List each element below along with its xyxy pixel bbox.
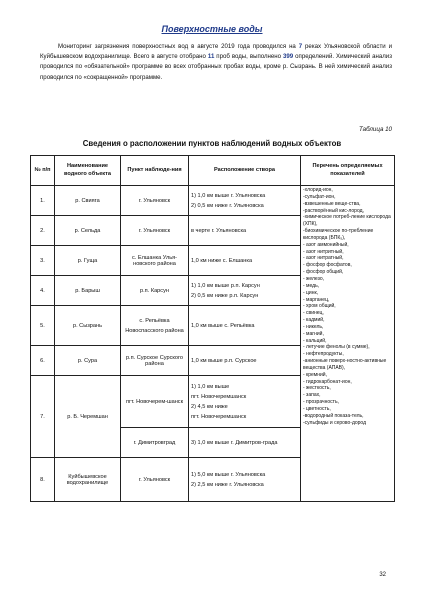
row-num: 6.	[31, 346, 55, 376]
row-point: г. Ульяновск	[121, 186, 189, 216]
observation-points-table	[30, 155, 395, 502]
intro-rivers-count: 7	[298, 43, 303, 50]
row-object: р. Сельда	[55, 216, 121, 246]
intro-paragraph	[40, 42, 392, 83]
table-label: Таблица 10	[358, 126, 392, 133]
row-location: 1,0 км выше с. Репьёвка	[189, 306, 301, 346]
row-object: р. Гуща	[55, 246, 121, 276]
row-point: с. Елшанка Улья-новского района	[121, 246, 189, 276]
row-point: г. Димитровград	[121, 428, 189, 458]
row-num: 8.	[31, 458, 55, 502]
row-object: р. Барыш	[55, 276, 121, 306]
row-location: 1,0 км выше р.п. Сурское	[189, 346, 301, 376]
page-number: 32	[379, 572, 386, 578]
row-point: р.п. Сурское Сурского района	[121, 346, 189, 376]
row-location: 3) 1,0 км выше г. Димитров-града	[189, 428, 301, 458]
row-object: р. Сура	[55, 346, 121, 376]
row-num: 4.	[31, 276, 55, 306]
table-title: Сведения о расположении пунктов наблюдений водных объектов	[82, 139, 342, 148]
row-point: г. Ульяновск	[121, 458, 189, 502]
row-object: р. Сызрань	[55, 306, 121, 346]
row-location: 1) 5,0 км выше г. Ульяновска 2) 2,5 км ниже г. Ульяновска	[189, 458, 301, 502]
row-object: Куйбышевское водохранилище	[55, 458, 121, 502]
row-location: в черте г. Ульяновска	[189, 216, 301, 246]
row-location: 1) 1,0 км выше пгт. Новочеремшанск 2) 4,5 км ниже пгт. Новочеремшанск	[189, 376, 301, 428]
row-num: 1.	[31, 186, 55, 216]
header-indicators: Перечень определяемых показателей	[301, 156, 395, 186]
row-num: 3.	[31, 246, 55, 276]
intro-text-1: Мониторинг загрязнения поверхностных вод в августе 2019 года проводился на	[58, 43, 299, 50]
row-object: р. Свияга	[55, 186, 121, 216]
table-header-row	[31, 156, 395, 186]
intro-text-2: реках Ульяновской области и Куйбышевском водохранилище. Всего в августе отобрано	[40, 43, 392, 61]
row-object: р. Б. Черемшан	[55, 376, 121, 458]
intro-text-3: проб воды, выполнено	[214, 53, 284, 61]
header-num: № п/п	[31, 156, 55, 186]
row-point: р.п. Карсун	[121, 276, 189, 306]
row-point: с. Репьёвка Новоспасского района	[121, 306, 189, 346]
row-point: пгт. Новочерем-шанск	[121, 376, 189, 428]
row-num: 7.	[31, 376, 55, 458]
row-num: 5.	[31, 306, 55, 346]
row-point: г. Ульяновск	[121, 216, 189, 246]
intro-text-4: определений. Химический анализ проводился по «обязательной» программе во всех отобранных пробах воды, кроме р. Сызрань. В ней химический анализ проводился по «сокращенной» программе.	[40, 53, 392, 81]
table-row	[31, 186, 395, 216]
row-location: 1) 1,0 км выше г. Ульяновска 2) 0,5 км ниже г. Ульяновска	[189, 186, 301, 216]
header-location: Расположение створа	[189, 156, 301, 186]
section-title: Поверхностные воды	[161, 24, 263, 34]
row-num: 2.	[31, 216, 55, 246]
header-name: Наименование водного объекта	[55, 156, 121, 186]
intro-determinations-count: 399	[283, 53, 294, 61]
row-location: 1) 1,0 км выше р.п. Карсун 2) 0,5 км ниже р.п. Карсун	[189, 276, 301, 306]
intro-samples-count: 11	[207, 53, 215, 61]
indicators-list: -хлорид-ион, -сульфат-ион, -взвешенные веще-ства, -растворённый кис-лород, -химическое потреб-ление кислорода (ХПК), -биохимическое по-требление кислорода (БПК₅), - азот аммонийный, - азот нитритный, - азот нитратный, - фосфор фосфатов, - фосфор общий, - железо, - медь, - цинк, - марганец, - хром общий, - свинец, - кадмий, - никель, - магний, - кальций, - летучие фенолы (в сумме), - нефтепродукты, -анионные поверх-ностно-активные вещества (АПАВ), - кремний, - гидрокарбонат-ион, - жесткость, - запах, - прозрачность, - цветность, -водородный показа-тель, -сульфиды и серово-дород	[301, 186, 395, 502]
header-point: Пункт наблюде-ния	[121, 156, 189, 186]
row-location: 1,0 км ниже с. Елшанка	[189, 246, 301, 276]
